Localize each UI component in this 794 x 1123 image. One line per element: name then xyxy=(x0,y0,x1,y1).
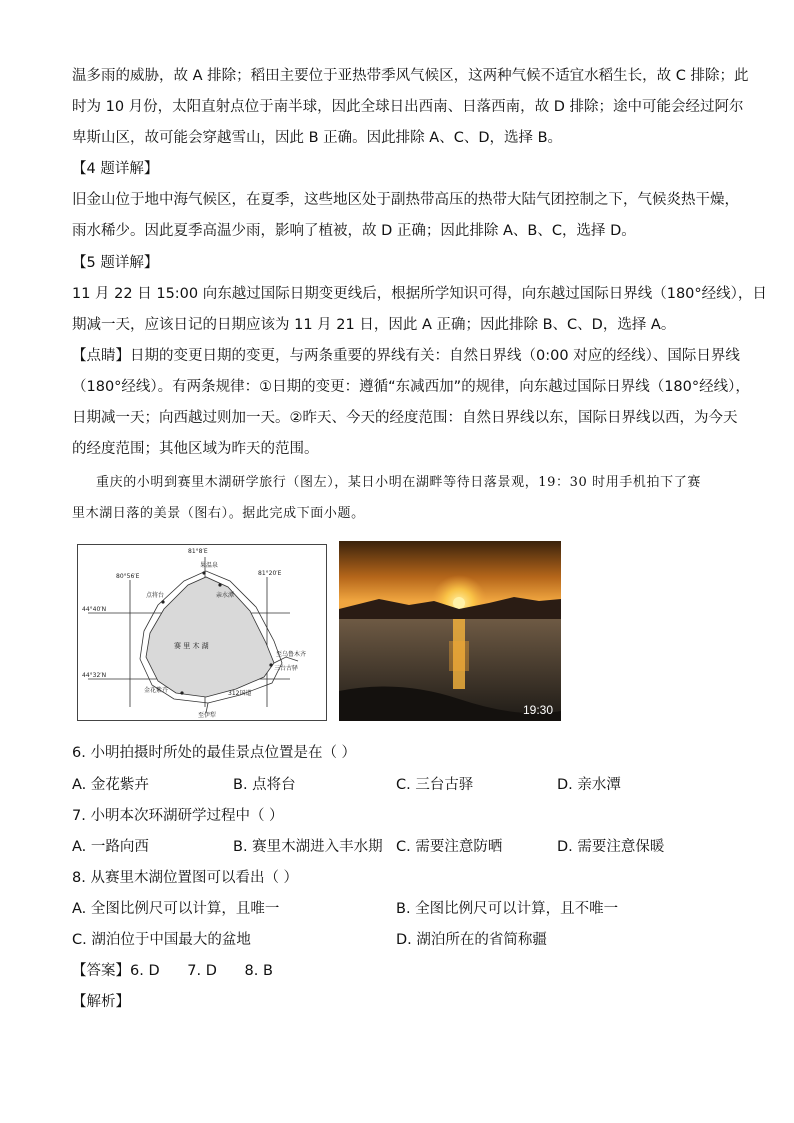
place-label: 至伊犁 xyxy=(198,712,217,719)
analysis-heading: 【解析】 xyxy=(72,994,130,1010)
place-label: 三台古驿 xyxy=(274,665,299,672)
question-stem: 6. 小明拍摄时所处的最佳景点位置是在（ ） xyxy=(72,745,357,761)
place-label: 果温泉 xyxy=(200,562,219,569)
place-label: 点将台 xyxy=(146,592,165,599)
lake-location-map xyxy=(77,544,327,721)
lat-label: 44°32′N xyxy=(82,672,107,679)
paragraph-line: 温多雨的威胁，故 A 排除；稻田主要位于亚热带季风气候区，这两种气候不适宜水稻生长，故 C 排除；此 xyxy=(72,68,749,84)
lake-shape xyxy=(146,577,274,697)
option-a[interactable]: A. 全图比例尺可以计算，且唯一 xyxy=(72,901,280,917)
sunset-photo xyxy=(339,541,561,721)
question-stem: 8. 从赛里木湖位置图可以看出（ ） xyxy=(72,870,299,886)
photo-timestamp: 19:30 xyxy=(522,703,553,717)
paragraph-line: 时为 10 月份，太阳直射点位于南半球，因此全球日出西南、日落西南，故 D 排除；途中可能会经过阿尔 xyxy=(72,99,744,115)
option-b[interactable]: B. 赛里木湖进入丰水期 xyxy=(233,839,383,855)
option-b[interactable]: B. 点将台 xyxy=(233,777,296,793)
option-a[interactable]: A. 一路向西 xyxy=(72,839,149,855)
paragraph-line: 雨水稀少。因此夏季高温少雨，影响了植被，故 D 正确；因此排除 A、B、C，选择 D。 xyxy=(72,223,636,239)
option-d[interactable]: D. 湖泊所在的省简称疆 xyxy=(396,932,547,948)
answer-line xyxy=(72,961,273,981)
place-label: 至乌鲁木齐 xyxy=(276,651,307,658)
option-b[interactable]: B. 全图比例尺可以计算，且不唯一 xyxy=(396,901,619,917)
sun xyxy=(453,597,465,609)
answer-text: 6. D 7. D 8. B xyxy=(130,963,273,979)
paragraph-line: 卑斯山区，故可能会穿越雪山，因此 B 正确。因此排除 A、C、D，选择 B。 xyxy=(72,130,563,146)
lon-label: 81°8′E xyxy=(188,548,208,555)
question-intro: 里木湖日落的美景（图右）。据此完成下面小题。 xyxy=(72,506,365,521)
question-intro: 重庆的小明到赛里木湖研学旅行（图左），某日小明在湖畔等待日落景观，19：30 时用手机拍下了赛 xyxy=(96,475,701,490)
section-heading-q5: 【5 题详解】 xyxy=(72,255,159,271)
option-a[interactable]: A. 金花紫卉 xyxy=(72,777,149,793)
lat-label: 44°40′N xyxy=(82,606,107,613)
option-c[interactable]: C. 湖泊位于中国最大的盆地 xyxy=(72,932,251,948)
paragraph-line: （180°经线）。有两条规律：①日期的变更：遵循“东减西加”的规律，向东越过国际日界线（180°经线）， xyxy=(72,379,750,395)
option-c[interactable]: C. 需要注意防晒 xyxy=(396,839,503,855)
place-label: 亲水潭 xyxy=(216,592,235,599)
place-label: 金花紫卉 xyxy=(144,687,169,694)
section-heading-q4: 【4 题详解】 xyxy=(72,161,159,177)
option-c[interactable]: C. 三台古驿 xyxy=(396,777,474,793)
lon-label: 81°20′E xyxy=(258,570,282,577)
option-d[interactable]: D. 亲水潭 xyxy=(557,777,621,793)
question-stem: 7. 小明本次环湖研学过程中（ ） xyxy=(72,808,284,824)
paragraph-line: 的经度范围；其他区域为昨天的范围。 xyxy=(72,441,319,457)
paragraph-line: 期减一天，应该日记的日期应该为 11 月 21 日，因此 A 正确；因此排除 B、C、D，选择 A。 xyxy=(72,317,676,333)
paragraph-line: 日期减一天；向西越过则加一天。②昨天、今天的经度范围：自然日界线以东，国际日界线以西，为今天 xyxy=(72,410,738,426)
paragraph-line: 旧金山位于地中海气候区，在夏季，这些地区处于副热带高压的热带大陆气团控制之下，气候炎热干燥， xyxy=(72,192,739,208)
paragraph-line: 11 月 22 日 15:00 向东越过国际日期变更线后，根据所学知识可得，向东越过国际日界线（180°经线），日 xyxy=(72,286,767,302)
option-d[interactable]: D. 需要注意保暖 xyxy=(557,839,665,855)
lake-name-label: 赛 里 木 湖 xyxy=(174,642,209,650)
answer-label: 【答案】 xyxy=(72,963,130,979)
tip-paragraph: 【点睛】日期的变更日期的变更，与两条重要的界线有关：自然日界线（0:00 对应的经线）、国际日界线 xyxy=(72,348,740,364)
lon-label: 80°56′E xyxy=(116,573,140,580)
place-label: 312国道 xyxy=(228,690,252,697)
